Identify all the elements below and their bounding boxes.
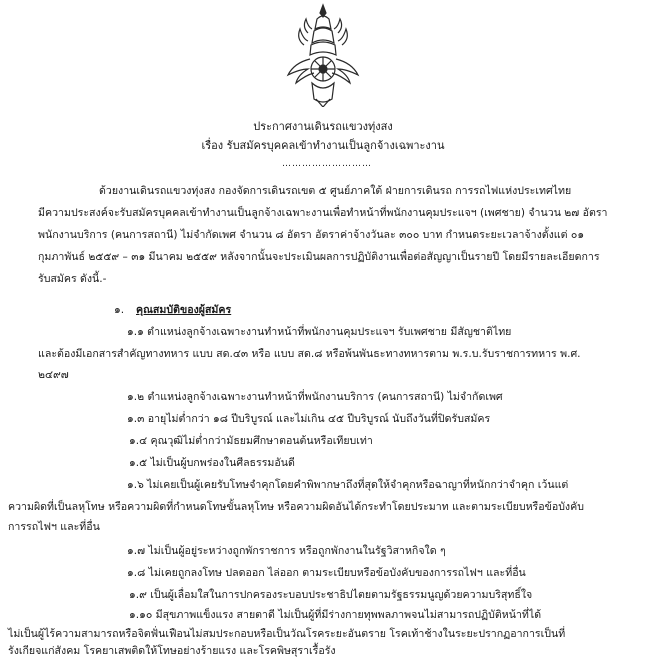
announcement-org: ประกาศงานเดินรถแขวงทุ่งสง bbox=[253, 120, 393, 133]
intro-line: พนักงานบริการ (คนการสถานี) ไม่จำกัดเพศ จำนวน ๘ อัตรา อัตราค่าจ้างวันละ ๓๐๐ บาท กำหนดระยะเวลาจ้างตั้งแต่ ๐๑ bbox=[38, 229, 585, 241]
item-line: ๑.๓ อายุไม่ต่ำกว่า ๑๘ ปีบริบูรณ์ และไม่เกิน ๔๕ ปีบริบูรณ์ นับถึงวันที่ปิดรับสมัคร bbox=[127, 413, 491, 425]
state-railway-emblem bbox=[286, 3, 360, 107]
item-line: ความผิดที่เป็นลหุโทษ หรือความผิดที่กำหนดโทษขั้นลหุโทษ หรือความผิดอันได้กระทำโดยประมาท และตามระเบียบหรือข้อบังคับ bbox=[8, 501, 584, 513]
item-line: ๒๔๙๗ bbox=[38, 369, 69, 381]
item-line: การรถไฟฯ และที่อื่น bbox=[8, 521, 100, 533]
section-title: คุณสมบัติของผู้สมัคร bbox=[136, 304, 232, 316]
item-line: ๑.๔ คุณวุฒิไม่ต่ำกว่ามัธยมศึกษาตอนต้นหรือเทียบเท่า bbox=[129, 435, 373, 447]
item-line: ๑.๗ ไม่เป็นผู้อยู่ระหว่างถูกพักราชการ หรือถูกพักงานในรัฐวิสาหกิจใด ๆ bbox=[127, 545, 446, 557]
item-line: และต้องมีเอกสารสำคัญทางทหาร แบบ สด.๔๓ หรือ แบบ สด.๘ หรือพ้นพันธะทางทหารตาม พ.ร.บ.รับราชการทหาร พ.ศ. bbox=[38, 348, 581, 360]
item-line: ๑.๖ ไม่เคยเป็นผู้เคยรับโทษจำคุกโดยคำพิพากษาถึงที่สุดให้จำคุกหรือฉาญาที่หนักกว่าจำคุก เว้นแต่ bbox=[127, 479, 569, 491]
item-line: ๑.๙ เป็นผู้เลื่อมใสในการปกครองระบอบประชาธิปไตยตามรัฐธรรมนูญด้วยความบริสุทธิ์ใจ bbox=[129, 589, 533, 601]
header-separator: ……………………… bbox=[282, 159, 372, 169]
item-line: ๑.๒ ตำแหน่งลูกจ้างเฉพาะงานทำหน้าที่พนักงานบริการ (คนการสถานี) ไม่จำกัดเพศ bbox=[127, 391, 503, 403]
section-number: ๑. bbox=[114, 304, 125, 316]
item-line: ๑.๘ ไม่เคยถูกลงโทษ ปลดออก ไล่ออก ตามระเบียบหรือข้อบังคับของการรถไฟฯ และที่อื่น bbox=[127, 567, 526, 579]
item-line: ๑.๑๐ มีสุขภาพแข็งแรง สายตาดี ไม่เป็นผู้ที่มีร่างกายทุพพลภาพจนไม่สามารถปฏิบัติหน้าที่ได้ bbox=[129, 609, 542, 621]
intro-line: รับสมัคร ดังนี้.- bbox=[38, 273, 107, 285]
item-line: รังเกียจแก่สังคม โรคยาเสพติดให้โทษอย่างร้ายแรง และโรคพิษสุราเรื้อรัง bbox=[8, 645, 336, 657]
announcement-subject: เรื่อง รับสมัครบุคคลเข้าทำงานเป็นลูกจ้างเฉพาะงาน bbox=[201, 139, 445, 152]
item-line: ๑.๕ ไม่เป็นผู้บกพร่องในศีลธรรมอันดี bbox=[129, 457, 295, 469]
item-line: ไม่เป็นผู้ไร้ความสามารถหรือจิตฟั่นเฟือนไม่สมประกอบหรือเป็นวัณโรคระยะอันตราย โรคเท้าช้างในระยะปรากฏอาการเป็นที่ bbox=[8, 628, 566, 640]
intro-line: ด้วยงานเดินรถแขวงทุ่งสง กองจัดการเดินรถเขต ๕ ศูนย์ภาคใต้ ฝ่ายการเดินรถ การรถไฟแห่งประเทศไทย bbox=[99, 185, 572, 197]
intro-line: มีความประสงค์จะรับสมัครบุคคลเข้าทำงานเป็นลูกจ้างเฉพาะงานเพื่อทำหน้าที่พนักงานคุมประแจฯ (เพศชาย) จำนวน ๒๗ อัตรา bbox=[38, 207, 608, 219]
item-line: ๑.๑ ตำแหน่งลูกจ้างเฉพาะงานทำหน้าที่พนักงานคุมประแจฯ รับเพศชาย มีสัญชาติไทย bbox=[127, 326, 512, 338]
intro-line: กุมภาพันธ์ ๒๕๕๙ – ๓๑ มีนาคม ๒๕๕๙ หลังจากนั้นจะประเมินผลการปฏิบัติงานเพื่อต่อสัญญาเป็นรายปี โดยมีรายละเอียดการ bbox=[38, 251, 600, 263]
